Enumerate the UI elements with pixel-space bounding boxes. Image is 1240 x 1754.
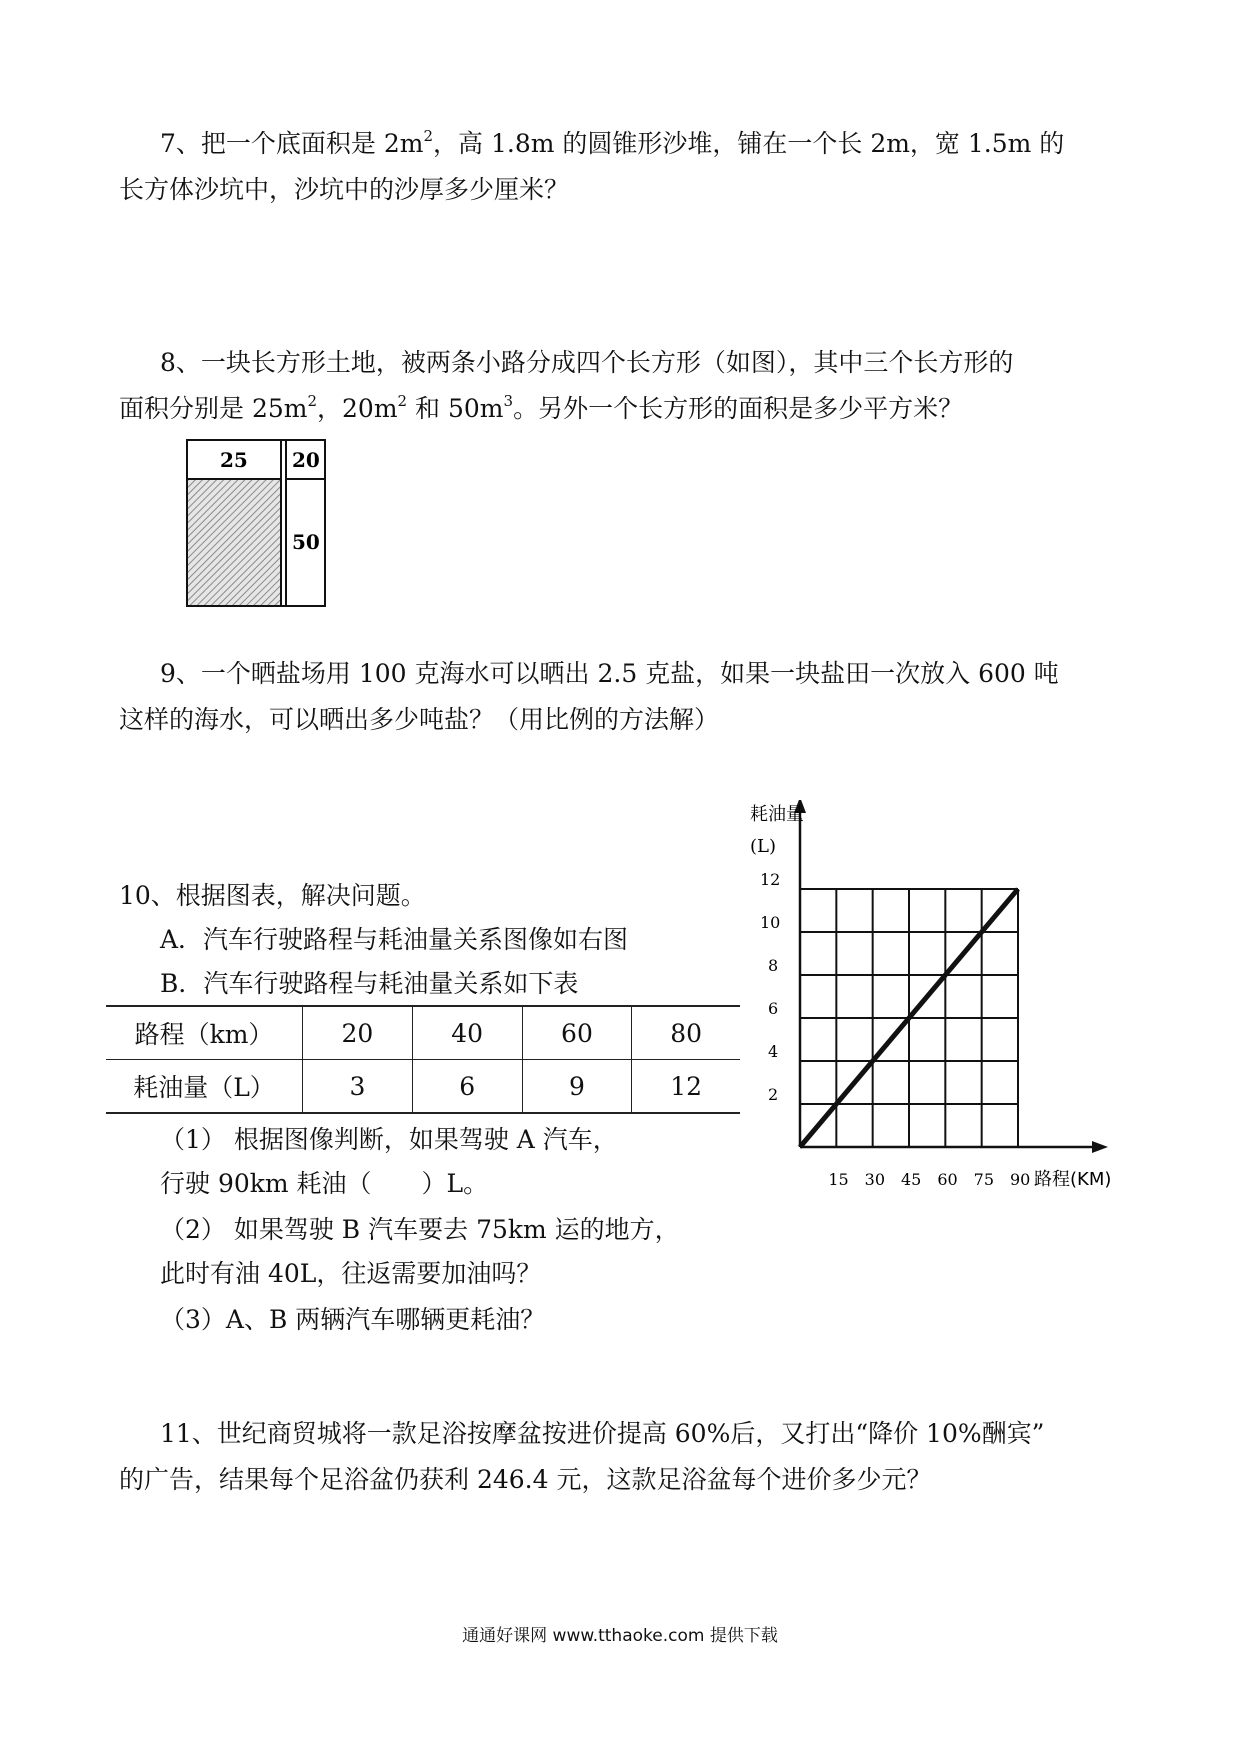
table-row <box>106 1006 740 1060</box>
q8-line2: 面积分别是 $25m^2$，$20m^2$ 和 $50m^3$。另外一个长方形的面积是多少平方米？ <box>119 391 964 423</box>
table-cell: 6 <box>412 1060 522 1114</box>
cell-25: 25 <box>220 448 248 472</box>
x-tick-label: 45 <box>901 1170 922 1189</box>
q10-title: 10、根据图表，解决问题。 <box>119 881 426 910</box>
x-axis-arrow <box>1092 1141 1108 1153</box>
mileage-fuel-table <box>106 1005 740 1114</box>
table-cell: 40 <box>412 1006 522 1060</box>
fuel-chart <box>740 800 1160 1210</box>
cell-20: 20 <box>292 448 320 472</box>
table-cell: 80 <box>632 1006 740 1060</box>
cell-50: 50 <box>292 530 320 554</box>
table-cell: 60 <box>522 1006 632 1060</box>
q8-line1: 8、一块长方形土地，被两条小路分成四个长方形（如图），其中三个长方形的 <box>160 348 1014 377</box>
y-tick-label: 2 <box>768 1085 779 1104</box>
q10-sub1-line2: 行驶 90km 耗油（ ）L。 <box>160 1169 489 1198</box>
y-tick-label: 10 <box>760 913 781 932</box>
q9-line2: 这样的海水，可以晒出多少吨盐？（用比例的方法解） <box>119 705 720 734</box>
unknown-area-hatched <box>188 480 280 605</box>
table-cell: 9 <box>522 1060 632 1114</box>
q7-line2: 长方体沙坑中，沙坑中的沙厚多少厘米？ <box>119 175 570 204</box>
q10-item-b: B．汽车行驶路程与耗油量关系如下表 <box>160 969 579 998</box>
q10-sub2-line2: 此时有油 40L，往返需要加油吗？ <box>160 1259 542 1288</box>
table-cell: 20 <box>303 1006 413 1060</box>
chart-y-label: 耗油量 <box>750 804 804 825</box>
q11-line2: 的广告，结果每个足浴盆仍获利 246.4 元，这款足浴盆每个进价多少元？ <box>119 1465 932 1494</box>
table-header-fuel: 耗油量（L） <box>106 1060 303 1114</box>
x-tick-label: 60 <box>937 1170 958 1189</box>
y-tick-label: 4 <box>768 1042 779 1061</box>
q11-line1: 11、世纪商贸城将一款足浴按摩盆按进价提高 60%后，又打出“降价 10%酬宾” <box>160 1419 1045 1448</box>
y-tick-label: 12 <box>760 870 781 889</box>
footer: 通通好课网 www.tthaoke.com 提供下载 <box>462 1626 778 1646</box>
land-figure <box>186 439 326 607</box>
table-cell: 3 <box>303 1060 413 1114</box>
q10-sub2-line1: （2） 如果驾驶 B 汽车要去 75km 运的地方， <box>160 1215 680 1244</box>
chart-x-label: 路程(KM) <box>1034 1169 1112 1190</box>
q10-sub3: （3）A、B 两辆汽车哪辆更耗油？ <box>160 1305 546 1334</box>
q7-line1: 7、把一个底面积是 $2m^2$，高 1.8m 的圆锥形沙堆，铺在一个长 2m，宽 1.5m 的 <box>160 126 1065 158</box>
x-tick-label: 75 <box>973 1170 995 1189</box>
table-row <box>106 1060 740 1114</box>
table-header-distance: 路程（km） <box>106 1006 303 1060</box>
x-tick-label: 90 <box>1010 1170 1031 1189</box>
y-tick-label: 6 <box>768 999 779 1018</box>
q10-sub1-line1: （1） 根据图像判断，如果驾驶 A 汽车， <box>160 1125 618 1154</box>
chart-y-unit: (L) <box>750 836 776 857</box>
q9-line1: 9、一个晒盐场用 100 克海水可以晒出 2.5 克盐，如果一块盐田一次放入 600 吨 <box>160 659 1059 688</box>
table-cell: 12 <box>632 1060 740 1114</box>
q10-item-a: A．汽车行驶路程与耗油量关系图像如右图 <box>160 925 629 954</box>
y-tick-label: 8 <box>768 956 779 975</box>
x-tick-label: 15 <box>828 1170 849 1189</box>
x-tick-label: 30 <box>864 1170 886 1189</box>
